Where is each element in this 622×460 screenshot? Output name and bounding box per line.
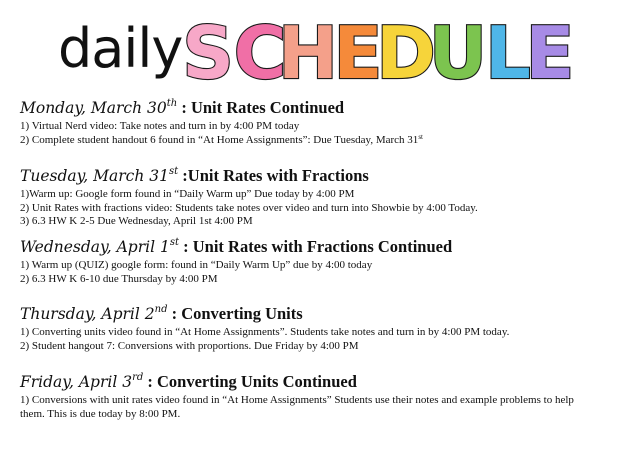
- day-thursday: [20, 304, 509, 353]
- task-item: 1) Conversions with unit rates video found in “At Home Assignments” Students use their notes and example problems to help them. This is due today by 8:00 PM.: [20, 394, 574, 420]
- day-monday: [20, 98, 423, 147]
- task-list: [20, 394, 600, 421]
- day-name: Monday, March 30: [20, 99, 167, 117]
- day-name: Thursday, April 2: [20, 305, 155, 323]
- day-ordinal: nd: [154, 304, 168, 315]
- day-topic: : Converting Units Continued: [143, 372, 357, 391]
- day-title-monday: [20, 98, 423, 118]
- day-title-thursday: [20, 304, 509, 324]
- task-item: 2) Complete student handout 6 found in “At Home Assignments”: Due Tuesday, March 31st: [20, 132, 423, 146]
- day-title-wednesday: [20, 237, 452, 257]
- day-title-friday: [20, 372, 600, 392]
- day-friday: [20, 372, 600, 421]
- daily-title: daily: [58, 17, 183, 80]
- task-item: 2) 6.3 HW K 6-10 due Thursday by 4:00 PM: [20, 272, 218, 285]
- day-topic: :Unit Rates with Fractions: [178, 166, 369, 185]
- schedule-letter: D: [376, 11, 436, 88]
- day-name: Wednesday, April 1: [20, 238, 170, 256]
- task-item: 2) Student hangout 7: Conversions with proportions. Due Friday by 4:00 PM: [20, 339, 359, 352]
- schedule-title-letters: [178, 10, 578, 88]
- day-title-tuesday: [20, 166, 478, 186]
- task-list: [20, 188, 478, 229]
- task-item: 1) Virtual Nerd video: Take notes and turn in by 4:00 PM today: [20, 120, 300, 132]
- day-ordinal: th: [166, 98, 178, 109]
- schedule-title: [178, 10, 578, 88]
- day-wednesday: [20, 237, 452, 286]
- schedule-letter: H: [277, 11, 339, 88]
- day-ordinal: st: [169, 166, 179, 177]
- day-tuesday: [20, 166, 478, 229]
- schedule-letter: S: [182, 11, 234, 88]
- task-item: 1) Warm up (QUIZ) google form: found in “Daily Warm Up” due by 4:00 today: [20, 259, 373, 271]
- schedule-letter: E: [525, 11, 575, 88]
- day-name: Tuesday, March 31: [20, 167, 169, 185]
- task-list: [20, 326, 509, 353]
- day-topic: : Converting Units: [167, 304, 303, 323]
- schedule-letter: E: [333, 11, 383, 88]
- schedule-letter: C: [233, 11, 287, 88]
- task-item: 3) 6.3 HW K 2-5 Due Wednesday, April 1st 4:00 PM: [20, 215, 253, 227]
- task-list: [20, 259, 452, 286]
- task-item: 1) Converting units video found in “At Home Assignments”. Students take notes and turn in by 4:00 PM today.: [20, 326, 510, 338]
- schedule-letter: U: [428, 11, 488, 88]
- day-ordinal: st: [169, 237, 179, 248]
- task-list: [20, 120, 423, 147]
- day-topic: : Unit Rates Continued: [177, 98, 345, 117]
- day-name: Friday, April 3: [20, 373, 133, 391]
- task-item: 1)Warm up: Google form found in “Daily Warm up” Due today by 4:00 PM: [20, 188, 355, 200]
- day-topic: : Unit Rates with Fractions Continued: [178, 237, 453, 256]
- task-item: 2) Unit Rates with fractions video: Students take notes over video and turn into Showbie by 4:00 Today.: [20, 201, 478, 214]
- page-header: [0, 0, 622, 96]
- schedule-letter: L: [485, 11, 531, 88]
- day-ordinal: rd: [132, 372, 144, 383]
